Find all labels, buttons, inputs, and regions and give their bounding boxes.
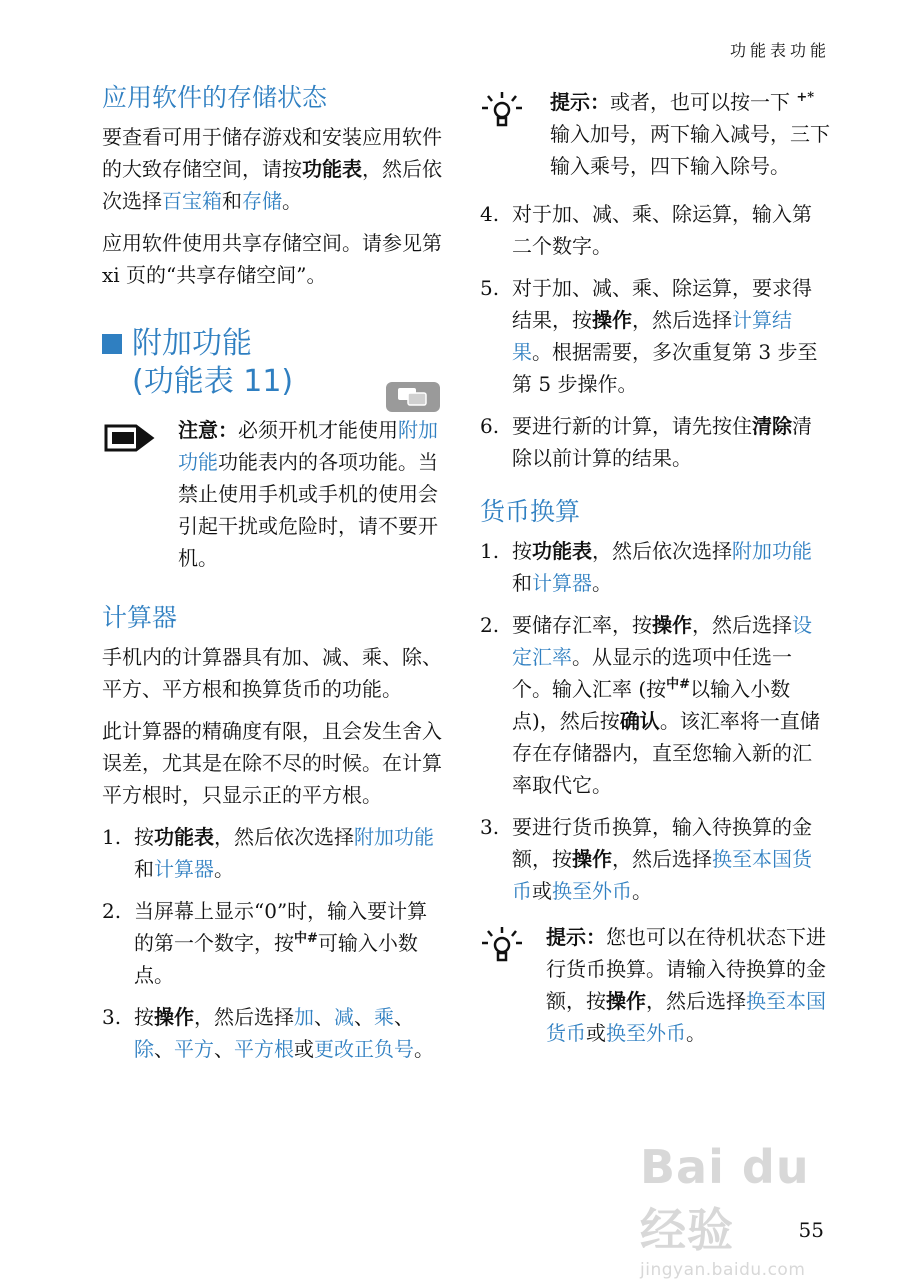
chapter-title: 附加功能 (功能表 11)	[102, 325, 444, 400]
extras-badge-icon	[384, 380, 442, 412]
calc-steps	[102, 821, 444, 1065]
chapter-square-icon	[102, 334, 122, 354]
tip-block-1	[480, 86, 830, 182]
list-item: 3. 按操作，然后选择加、减、乘、除、平方、平方根或更改正负号。	[102, 1005, 434, 1061]
running-header: 功能表功能	[729, 41, 830, 60]
star-key-icon: +*	[796, 90, 815, 106]
tip-text-2: 提示：您也可以在待机状态下进行货币换算。请输入待换算的金额，按操作，然后选择换至本国货币或换至外币。	[546, 925, 826, 1045]
list-item: 4. 对于加、减、乘、除运算，输入第二个数字。	[480, 202, 812, 258]
hash-key-icon: 中#	[294, 931, 318, 947]
list-item: 3. 要进行货币换算，输入待换算的金额，按操作，然后选择换至本国货币或换至外币。	[480, 815, 812, 903]
list-item: 2. 要储存汇率，按操作，然后选择设定汇率。从显示的选项中任选一个。输入汇率 (按中#以输入小数点)，然后按确认。该汇率将一直储存在存储器内，直至您输入新的汇率取代它。	[480, 613, 820, 797]
storage-paragraph: 要查看可用于储存游戏和安装应用软件的大致存储空间，请按功能表，然后依次选择百宝箱和存储。	[102, 125, 442, 213]
calc-steps-continued	[480, 198, 830, 474]
calc-paragraph-1: 手机内的计算器具有加、减、乘、除、平方、平方根和换算货币的功能。	[102, 645, 442, 701]
section-title-currency: 货币换算	[480, 497, 581, 526]
lightbulb-icon	[480, 925, 524, 969]
tip-text-1: 提示：或者，也可以按一下 +* 输入加号，两下输入减号，三下输入乘号，四下输入除号。	[550, 90, 830, 178]
storage-paragraph-2: 应用软件使用共享存储空间。请参见第 xi 页的“共享存储空间”。	[102, 231, 442, 287]
currency-steps	[480, 535, 830, 907]
hand-pointer-icon	[102, 418, 160, 462]
left-column	[102, 80, 444, 1075]
baidu-watermark-logo: Bai du 经验 jingyan.baidu.com	[640, 1140, 810, 1280]
page-number: 55	[798, 1218, 824, 1242]
lightbulb-icon	[480, 90, 524, 134]
calc-paragraph-2: 此计算器的精确度有限，且会发生舍入误差，尤其是在除不尽的时候。在计算平方根时，只显示正的平方根。	[102, 719, 442, 807]
list-item: 6. 要进行新的计算，请先按住清除清除以前计算的结果。	[480, 414, 812, 470]
hash-key-icon: 中#	[666, 677, 691, 693]
list-item: 5. 对于加、减、乘、除运算，要求得结果，按操作，然后选择计算结果。根据需要，多次重复第 3 步至第 5 步操作。	[480, 276, 818, 396]
note-text: 注意：必须开机才能使用附加功能功能表内的各项功能。当禁止使用手机或手机的使用会引起干扰或危险时，请不要开机。	[178, 418, 438, 570]
section-title-storage: 应用软件的存储状态	[102, 83, 328, 112]
list-item: 2. 当屏幕上显示“0”时，输入要计算的第一个数字，按中#可输入小数点。	[102, 899, 428, 987]
list-item: 1. 按功能表，然后依次选择附加功能和计算器。	[480, 539, 812, 595]
list-item: 1. 按功能表，然后依次选择附加功能和计算器。	[102, 825, 434, 881]
tip-block-2	[480, 921, 830, 1049]
right-column	[480, 80, 830, 1065]
note-block	[102, 414, 444, 574]
section-title-calculator: 计算器	[102, 603, 178, 632]
